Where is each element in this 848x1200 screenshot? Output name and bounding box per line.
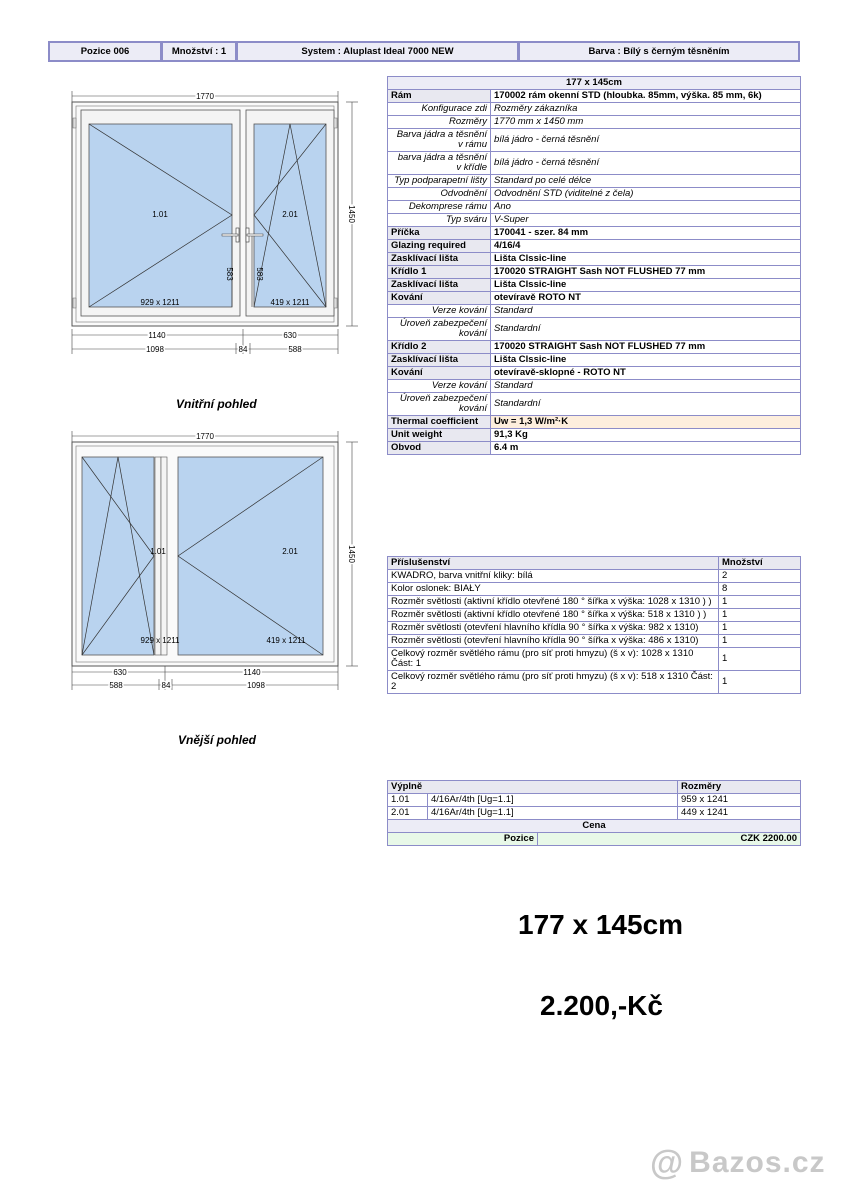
accessory-row [388, 622, 801, 635]
spec-value: 170041 - szer. 84 mm [491, 227, 801, 240]
spec-key: Verze kování [388, 380, 491, 393]
outer-sash2-dims: 419 x 1211 [266, 636, 306, 645]
outer-height-total: 1450 [347, 545, 356, 563]
spec-key: Úroveň zabezpečení kování [388, 318, 491, 341]
header-bar [48, 41, 800, 62]
spec-row [388, 175, 801, 188]
accessory-name: Rozměr světlosti (aktivní křídlo otevřené 180 ° šířka x výška: 518 x 1310 ) ) [388, 609, 719, 622]
accessory-row [388, 609, 801, 622]
quantity-cell: Množství : 1 [161, 41, 236, 62]
spec-row [388, 188, 801, 201]
outer-dim-84: 84 [161, 681, 171, 690]
spec-value: Standardní [491, 393, 801, 416]
accessories-table [387, 556, 801, 694]
fill-row [388, 794, 801, 807]
price-value: CZK 2200.00 [538, 833, 801, 846]
spec-key: Rozměry [388, 116, 491, 129]
summary-price: 2.200,-Kč [540, 990, 663, 1021]
inner-sash1-dims: 929 x 1211 [140, 298, 180, 307]
spec-row [388, 90, 801, 103]
inner-handle2-height: 583 [255, 267, 264, 281]
inner-dim-1140: 1140 [148, 331, 166, 340]
accessory-qty: 1 [719, 635, 801, 648]
outer-sash2-label: 2.01 [282, 547, 298, 556]
inner-sash2-dims: 419 x 1211 [270, 298, 310, 307]
outer-view-caption: Vnější pohled [178, 733, 257, 747]
spec-key: Zasklívací lišta [388, 253, 491, 266]
outer-dim-588: 588 [109, 681, 123, 690]
accessory-name: Celkový rozměr světlého rámu (pro síť proti hmyzu) (š x v): 1028 x 1310 Část: 1 [388, 648, 719, 671]
spec-value: 170020 STRAIGHT Sash NOT FLUSHED 77 mm [491, 341, 801, 354]
spec-row [388, 214, 801, 227]
spec-row [388, 152, 801, 175]
outer-sash1-dims: 929 x 1211 [140, 636, 180, 645]
spec-value: Standardní [491, 318, 801, 341]
spec-row [388, 240, 801, 253]
accessory-row [388, 648, 801, 671]
inner-height-total: 1450 [347, 205, 356, 223]
spec-row [388, 429, 801, 442]
accessory-row [388, 570, 801, 583]
outer-dim-1140: 1140 [243, 668, 261, 677]
inner-sash1-label: 1.01 [152, 210, 168, 219]
spec-key: Typ sváru [388, 214, 491, 227]
accessory-row [388, 635, 801, 648]
spec-table [387, 76, 801, 455]
accessory-qty: 8 [719, 583, 801, 596]
spec-value: 91,3 Kg [491, 429, 801, 442]
spec-row [388, 354, 801, 367]
spec-row [388, 341, 801, 354]
fills-header-fill: Výplně [388, 781, 678, 794]
inner-dim-630: 630 [283, 331, 297, 340]
inner-sash2-label: 2.01 [282, 210, 298, 219]
accessory-row [388, 671, 801, 694]
accessory-name: Celkový rozměr světlého rámu (pro síť proti hmyzu) (š x v): 518 x 1310 Část: 2 [388, 671, 719, 694]
spec-row [388, 253, 801, 266]
spec-key: Zasklívací lišta [388, 354, 491, 367]
spec-key: barva jádra a těsnění v křídle [388, 152, 491, 175]
outer-dim-630: 630 [113, 668, 127, 677]
accessory-row [388, 583, 801, 596]
spec-row [388, 318, 801, 341]
outer-sash1-label: 1.01 [150, 547, 166, 556]
spec-value: bílá jádro - černá těsnění [491, 129, 801, 152]
spec-value: V-Super [491, 214, 801, 227]
spec-row [388, 416, 801, 429]
spec-value: Lišta Clssic-line [491, 279, 801, 292]
spec-key: Křídlo 2 [388, 341, 491, 354]
accessory-qty: 1 [719, 671, 801, 694]
spec-key: Křídlo 1 [388, 266, 491, 279]
spec-value: Odvodnění STD (viditelné z čela) [491, 188, 801, 201]
accessory-name: KWADRO, barva vnitřní kliky: bílá [388, 570, 719, 583]
spec-value: Standard [491, 380, 801, 393]
fills-table [387, 780, 801, 846]
spec-row [388, 201, 801, 214]
inner-view-drawing [60, 88, 360, 358]
spec-value: bílá jádro - černá těsnění [491, 152, 801, 175]
spec-key: Kování [388, 292, 491, 305]
accessories-header-name: Příslušenství [388, 557, 719, 570]
summary-size: 177 x 145cm [518, 909, 684, 940]
accessories-header-qty: Množství [719, 557, 801, 570]
spec-key: Obvod [388, 442, 491, 455]
spec-value: Rozměry zákazníka [491, 103, 801, 116]
watermark-text: Bazos.cz [689, 1146, 826, 1179]
fills-header-dims: Rozměry [678, 781, 801, 794]
spec-key: Dekomprese rámu [388, 201, 491, 214]
inner-dim-1098: 1098 [146, 345, 164, 354]
spec-key: Unit weight [388, 429, 491, 442]
spec-row [388, 129, 801, 152]
spec-value: 4/16/4 [491, 240, 801, 253]
spec-key: Verze kování [388, 305, 491, 318]
spec-row [388, 103, 801, 116]
spec-key: Rám [388, 90, 491, 103]
accessory-row [388, 596, 801, 609]
spec-key: Konfigurace zdi [388, 103, 491, 116]
spec-row [388, 393, 801, 416]
fill-glass: 4/16Ar/4th [Ug=1.1] [428, 794, 678, 807]
spec-value: otevíravě ROTO NT [491, 292, 801, 305]
spec-value: 6.4 m [491, 442, 801, 455]
watermark-logo-icon: @ [650, 1144, 684, 1182]
position-cell: Pozice 006 [48, 41, 161, 62]
accessory-qty: 2 [719, 570, 801, 583]
fill-dims: 959 x 1241 [678, 794, 801, 807]
price-title: Cena [388, 820, 801, 833]
accessory-name: Kolor oslonek: BIAŁY [388, 583, 719, 596]
spec-value: 170020 STRAIGHT Sash NOT FLUSHED 77 mm [491, 266, 801, 279]
price-label: Pozice [388, 833, 538, 846]
spec-row [388, 292, 801, 305]
spec-row [388, 367, 801, 380]
spec-key: Kování [388, 367, 491, 380]
inner-width-total: 1770 [196, 92, 214, 101]
spec-row [388, 116, 801, 129]
spec-row [388, 380, 801, 393]
fill-glass: 4/16Ar/4th [Ug=1.1] [428, 807, 678, 820]
inner-dim-588: 588 [288, 345, 302, 354]
accessory-qty: 1 [719, 596, 801, 609]
spec-row [388, 266, 801, 279]
spec-row [388, 442, 801, 455]
spec-key: Odvodnění [388, 188, 491, 201]
spec-key: Příčka [388, 227, 491, 240]
outer-view-drawing [60, 428, 360, 698]
color-cell: Barva : Bílý s černým těsněním [518, 41, 800, 62]
spec-value: otevíravě-sklopné - ROTO NT [491, 367, 801, 380]
accessory-qty: 1 [719, 609, 801, 622]
fill-id: 2.01 [388, 807, 428, 820]
accessory-qty: 1 [719, 648, 801, 671]
fill-dims: 449 x 1241 [678, 807, 801, 820]
system-cell: System : Aluplast Ideal 7000 NEW [236, 41, 518, 62]
fill-id: 1.01 [388, 794, 428, 807]
inner-view-caption: Vnitřní pohled [176, 397, 257, 411]
spec-key: Barva jádra a těsnění v rámu [388, 129, 491, 152]
spec-title: 177 x 145cm [388, 77, 801, 90]
inner-dim-84: 84 [238, 345, 248, 354]
spec-key: Glazing required [388, 240, 491, 253]
spec-value: Lišta Clssic-line [491, 354, 801, 367]
fill-row [388, 807, 801, 820]
spec-key: Thermal coefficient [388, 416, 491, 429]
accessory-name: Rozměr světlosti (otevření hlavního křídla 90 ° šířka x výška: 486 x 1310) [388, 635, 719, 648]
spec-row [388, 279, 801, 292]
spec-value: Standard po celé délce [491, 175, 801, 188]
spec-value: 1770 mm x 1450 mm [491, 116, 801, 129]
spec-row [388, 227, 801, 240]
outer-width-total: 1770 [196, 432, 214, 441]
spec-key: Zasklívací lišta [388, 279, 491, 292]
inner-handle1-height: 583 [225, 267, 234, 281]
spec-key: Úroveň zabezpečení kování [388, 393, 491, 416]
accessory-name: Rozměr světlosti (aktivní křídlo otevřené 180 ° šířka x výška: 1028 x 1310 ) ) [388, 596, 719, 609]
spec-row [388, 305, 801, 318]
spec-value: Uw = 1,3 W/m²·K [491, 416, 801, 429]
accessory-name: Rozměr světlosti (otevření hlavního křídla 90 ° šířka x výška: 982 x 1310) [388, 622, 719, 635]
accessory-qty: 1 [719, 622, 801, 635]
watermark [650, 1146, 826, 1180]
spec-value: Lišta Clssic-line [491, 253, 801, 266]
spec-value: 170002 rám okenní STD (hloubka. 85mm, výška. 85 mm, 6k) [491, 90, 801, 103]
spec-key: Typ podparapetní lišty [388, 175, 491, 188]
spec-value: Standard [491, 305, 801, 318]
outer-dim-1098: 1098 [247, 681, 265, 690]
spec-value: Ano [491, 201, 801, 214]
